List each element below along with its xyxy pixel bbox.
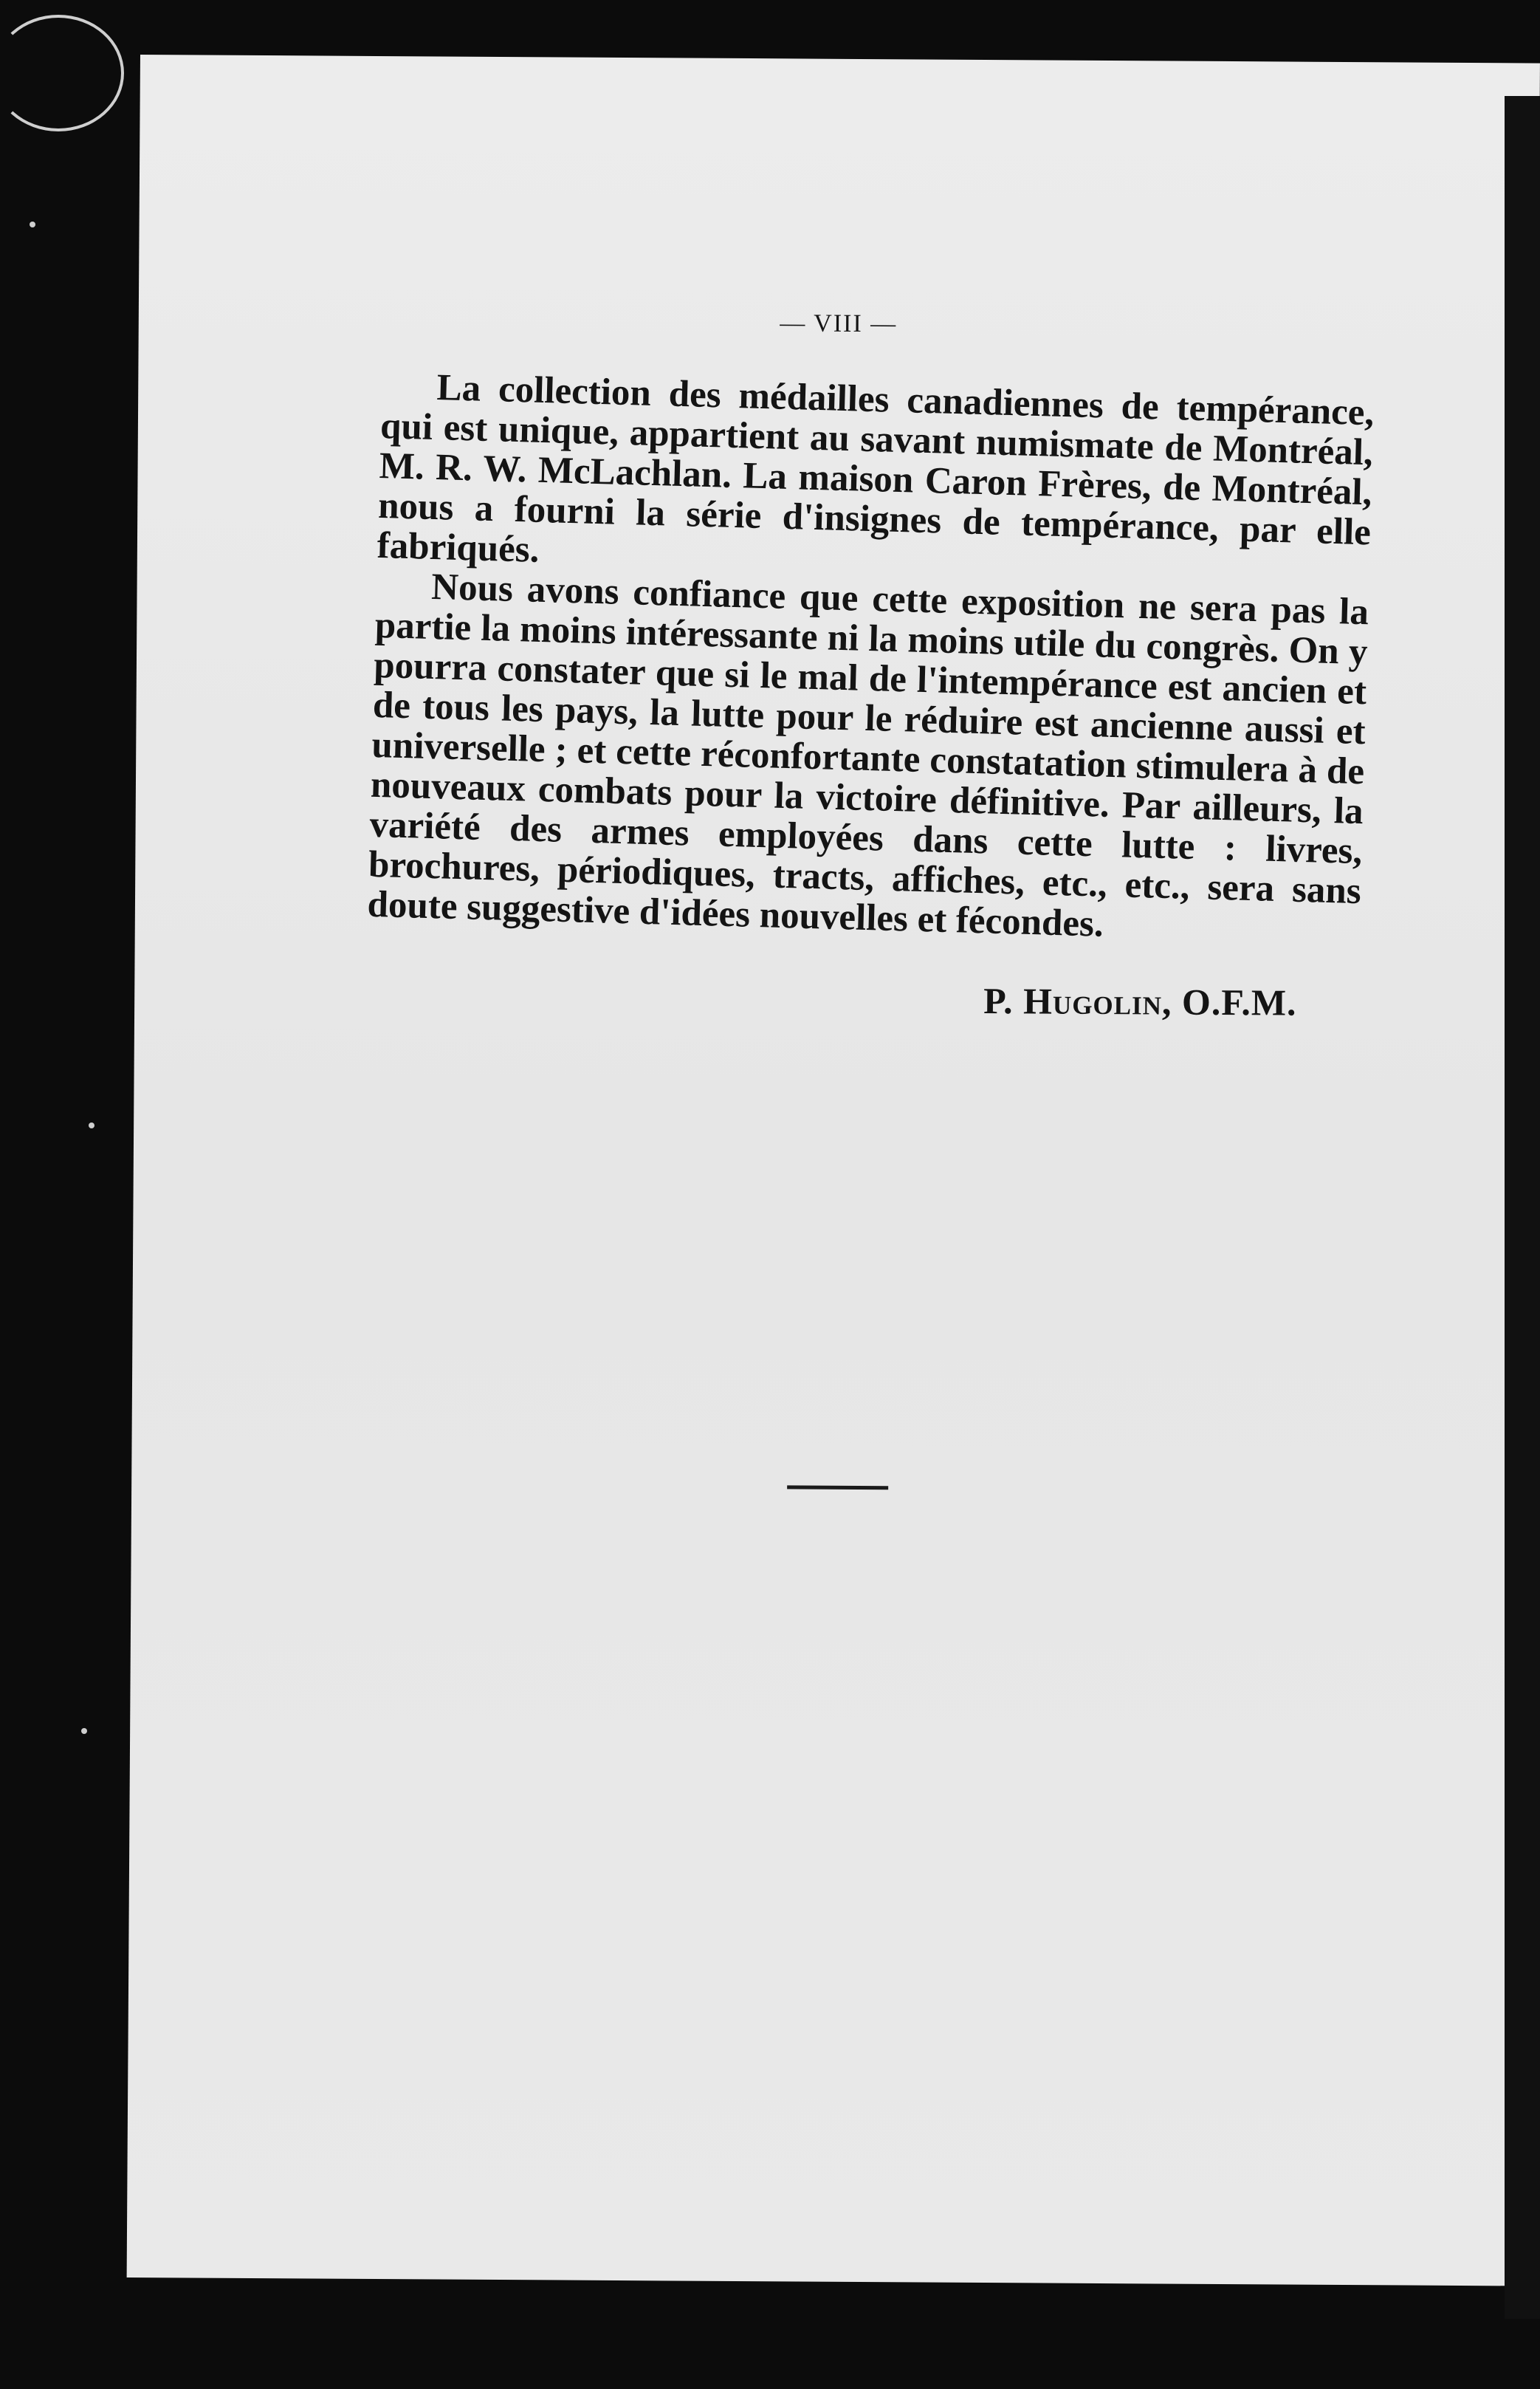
body-text	[367, 366, 1375, 951]
paragraph-1: La collection des médailles canadiennes de tempérance, qui est unique, appartient au savant numismate de Montréal, M. R. W. McLachlan. La maison Caron Frères, de Montréal, nous a fourni la série d'insignes de tempérance, par elle fabriqués.	[377, 367, 1375, 571]
signature-order: O.F.M.	[1181, 981, 1297, 1024]
section-rule	[787, 1485, 888, 1490]
scan-artifact-ring	[0, 15, 124, 131]
scan-speck	[89, 1122, 94, 1128]
scan-speck	[30, 222, 35, 227]
paragraph-2: Nous avons confiance que cette exposition ne sera pas la partie la moins intéressante ni la moins utile du congrès. On y pourra constater que si le mal de l'intempérance est ancien et de tous les pays, la lutte pour le réduire est ancienne aussi et universelle ; et cette réconfortante constatation stimulera à de nouveaux combats pour la victoire définitive. Par ailleurs, la variété des armes employées dans cette lutte : livres, brochures, périodiques, tracts, affiches, etc., etc., sera sans doute suggestive d'idées nouvelles et fécondes.	[366, 566, 1369, 945]
document-page	[127, 55, 1540, 2286]
page-binding-edge	[1505, 96, 1540, 2319]
signature-initial: P.	[983, 980, 1014, 1022]
author-signature	[983, 979, 1297, 1024]
scan-speck	[81, 1728, 87, 1734]
running-head: — VIII —	[780, 309, 898, 338]
signature-name: Hugolin,	[1022, 980, 1172, 1023]
